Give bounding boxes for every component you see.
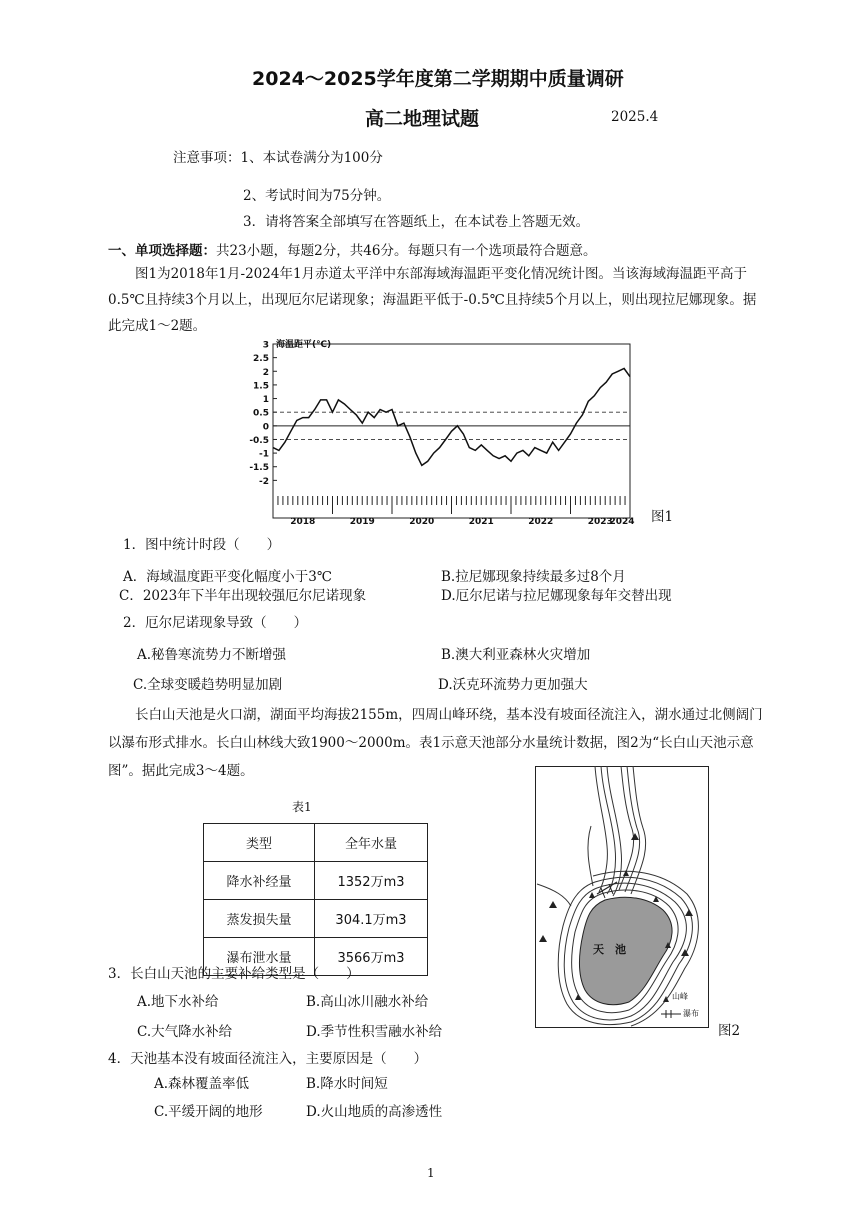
note-item: 2、考试时间为75分钟。 — [243, 188, 391, 204]
exam-date: 2025.4 — [611, 109, 659, 125]
q1-option-a: A．海域温度距平变化幅度小于3℃ — [123, 569, 332, 585]
notes-label: 注意事项： — [173, 150, 241, 166]
figure2-caption: 图2 — [718, 1023, 741, 1039]
table-cell: 1352万m3 — [315, 862, 428, 900]
table-cell: 304.1万m3 — [315, 900, 428, 938]
q4-option-d: D.火山地质的高渗透性 — [306, 1104, 443, 1120]
q2-option-d: D.沃克环流势力更加强大 — [438, 677, 588, 693]
y-tick-label: 0.5 — [253, 408, 269, 419]
exam-subtitle: 高二地理试题 — [365, 108, 480, 130]
section-title: 一、单项选择题： — [108, 243, 216, 259]
x-tick-label: 2018 — [290, 517, 316, 527]
y-tick-label: -1.5 — [249, 463, 269, 474]
sea-temp-anomaly-chart — [240, 334, 645, 530]
figure1-caption: 图1 — [651, 509, 674, 525]
exam-title: 2024～2025学年度第二学期期中质量调研 — [252, 68, 624, 90]
x-tick-label: 2021 — [468, 517, 494, 527]
y-tick-label: 2.5 — [253, 354, 269, 365]
y-tick-label: -1 — [259, 449, 269, 460]
x-tick-label: 2023 — [587, 517, 613, 527]
q1-option-c: C．2023年下半年出现较强厄尔尼诺现象 — [119, 588, 367, 604]
passage-line: 以瀑布形式排水。长白山林线大致1900～2000m。表1示意天池部分水量统计数据，图2为“长白山天池示意 — [108, 735, 754, 751]
q3-option-a: A.地下水补给 — [137, 994, 219, 1010]
q2-stem: 2．厄尔尼诺现象导致（ ） — [123, 615, 308, 631]
water-balance-table — [203, 823, 428, 976]
legend-peak-label: 山峰 — [672, 992, 688, 1001]
q4-option-c: C.平缓开阔的地形 — [154, 1104, 263, 1120]
table1-caption: 表1 — [292, 800, 312, 814]
section-desc: 共23小题，每题2分，共46分。每题只有一个选项最符合题意。 — [216, 243, 597, 259]
y-tick-label: 1 — [262, 395, 269, 406]
y-tick-label: -2 — [259, 476, 269, 487]
table-row — [204, 900, 428, 938]
intro-line: 0.5℃且持续3个月以上，出现厄尔尼诺现象；海温距平低于-0.5℃且持续5个月以上，则出现拉尼娜现象。据 — [108, 292, 757, 308]
passage-line: 长白山天池是火口湖，湖面平均海拔2155m，四周山峰环绕，基本没有坡面径流注入，湖水通过北侧阔门 — [135, 707, 763, 723]
intro-line: 图1为2018年1月-2024年1月赤道太平洋中东部海域海温距平变化情况统计图。当该海域海温距平高于 — [135, 266, 748, 282]
q4-option-a: A.森林覆盖率低 — [154, 1076, 250, 1092]
q1-option-b: B.拉尼娜现象持续最多过8个月 — [441, 569, 626, 585]
y-tick-label: -0.5 — [249, 435, 269, 446]
q4-stem: 4．天池基本没有坡面径流注入，主要原因是（ ） — [108, 1051, 428, 1067]
note-item: 3．请将答案全部填写在答题纸上，在本试卷上答题无效。 — [243, 214, 590, 230]
q1-option-d: D.厄尔尼诺与拉尼娜现象每年交替出现 — [441, 588, 672, 604]
legend-waterfall-label: 瀑布 — [683, 1009, 699, 1018]
table-cell: 蒸发损失量 — [204, 900, 315, 938]
table-cell: 降水补经量 — [204, 862, 315, 900]
q2-option-c: C.全球变暖趋势明显加剧 — [133, 677, 283, 693]
anomaly-series-line — [273, 369, 630, 466]
y-tick-label: 0 — [262, 422, 269, 433]
table-header: 全年水量 — [315, 824, 428, 862]
x-tick-label: 2024 — [609, 517, 635, 527]
x-tick-label: 2019 — [349, 517, 375, 527]
y-tick-label: 3 — [262, 340, 269, 351]
q4-option-b: B.降水时间短 — [306, 1076, 388, 1092]
q1-stem: 1．图中统计时段（ ） — [123, 537, 281, 553]
page-number: 1 — [427, 1166, 435, 1180]
tianchi-map — [535, 766, 709, 1028]
table-row — [204, 862, 428, 900]
lake-label: 天 池 — [593, 943, 626, 956]
x-tick-label: 2022 — [528, 517, 554, 527]
intro-line: 此完成1～2题。 — [108, 318, 207, 334]
table-header: 类型 — [204, 824, 315, 862]
y-tick-label: 2 — [262, 367, 269, 378]
notes — [173, 146, 383, 166]
q3-option-c: C.大气降水补给 — [137, 1024, 233, 1040]
y-tick-label: 1.5 — [253, 381, 269, 392]
table-header-row — [204, 824, 428, 862]
table-cell: 瀑布泄水量 — [204, 938, 315, 976]
note-item: 1、本试卷满分为100分 — [240, 150, 383, 166]
table-cell: 3566万m3 — [315, 938, 428, 976]
q2-option-b: B.澳大利亚森林火灾增加 — [441, 647, 591, 663]
q3-option-d: D.季节性积雪融水补给 — [306, 1024, 443, 1040]
q3-stem: 3．长白山天池的主要补给类型是（ ） — [108, 966, 360, 982]
q3-option-b: B.高山冰川融水补给 — [306, 994, 429, 1010]
q2-option-a: A.秘鲁寒流势力不断增强 — [137, 647, 287, 663]
y-axis-label: 海温距平(℃) — [276, 340, 332, 350]
x-tick-label: 2020 — [409, 517, 435, 527]
section-header — [108, 239, 596, 259]
passage-line: 图”。据此完成3～4题。 — [108, 763, 254, 779]
